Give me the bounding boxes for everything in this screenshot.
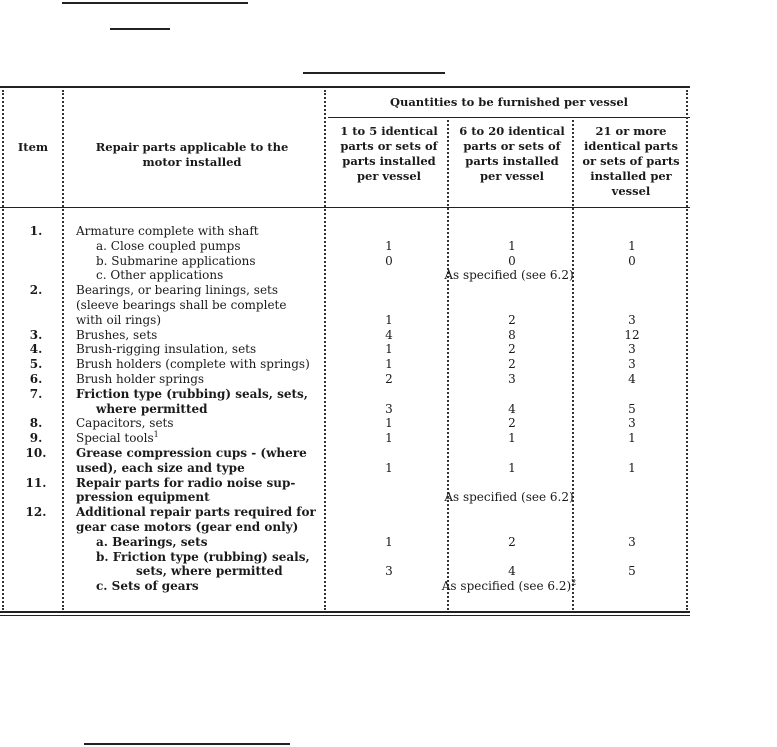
part-description-text: Friction type (rubbing) seals, sets, <box>76 386 308 401</box>
part-description-text: gear case motors (gear end only) <box>76 520 299 534</box>
part-description <box>136 564 283 579</box>
repair-parts-table <box>0 86 690 616</box>
table-row <box>0 550 690 565</box>
table-top-rule <box>0 86 690 88</box>
as-specified-text: As specified (see 6.2) <box>444 268 574 283</box>
table-row <box>0 239 690 254</box>
quantities-underline <box>328 117 690 118</box>
as-specified-text: As specified (see 6.2) <box>441 579 572 594</box>
table-row <box>0 283 690 298</box>
table-row <box>0 342 690 357</box>
part-description-text: used), each size and type <box>76 460 245 475</box>
as-specified-note <box>328 268 690 283</box>
qty-1-to-5: 4 <box>385 327 393 342</box>
part-description <box>76 283 278 298</box>
part-description-text: Brush holder springs <box>76 372 205 386</box>
qty-6-to-20: 0 <box>508 253 516 268</box>
item-number: 8. <box>29 416 43 431</box>
part-description-text: Bearings, or bearing linings, sets <box>76 283 279 298</box>
qty-1-to-5: 3 <box>385 401 393 416</box>
part-description <box>76 446 307 461</box>
table-row <box>0 446 690 461</box>
part-description <box>96 268 223 283</box>
part-description <box>76 416 174 431</box>
part-description <box>76 505 316 520</box>
table-row <box>0 268 690 283</box>
qty-21-or-more: 5 <box>628 564 636 579</box>
table-row <box>0 387 690 402</box>
part-description <box>76 431 159 446</box>
table-bottom-rule <box>0 611 690 613</box>
part-description <box>96 579 199 594</box>
item-number: 11. <box>25 475 47 490</box>
part-description <box>96 402 208 417</box>
part-description <box>76 387 308 402</box>
part-description-text: c. Sets of gears <box>96 579 199 594</box>
qty-1-to-5: 1 <box>385 460 393 475</box>
part-description <box>96 535 207 550</box>
footnote-marker: 2 <box>571 578 577 588</box>
qty-6-to-20: 1 <box>508 460 516 475</box>
qty-6-to-20: 1 <box>508 238 516 253</box>
part-description <box>76 224 259 239</box>
qty-6-to-20: 8 <box>508 327 516 342</box>
footnote-marker: 1 <box>153 430 159 440</box>
qty-1-to-5: 1 <box>385 357 393 372</box>
header-quantities: Quantities to be furnished per vessel <box>389 95 629 109</box>
part-description <box>96 550 310 565</box>
part-description <box>76 372 204 387</box>
table-row <box>0 490 690 505</box>
item-number: 5. <box>29 357 43 372</box>
qty-21-or-more: 5 <box>628 401 636 416</box>
part-description-text: b. Submarine applications <box>96 253 256 268</box>
qty-21-or-more: 3 <box>628 357 636 372</box>
qty-1-to-5: 1 <box>385 342 393 357</box>
part-description <box>76 342 256 357</box>
part-description <box>76 520 298 535</box>
qty-21-or-more: 1 <box>628 431 636 446</box>
qty-21-or-more: 4 <box>628 372 636 386</box>
qty-21-or-more: 0 <box>628 253 636 268</box>
qty-6-to-20: 2 <box>508 416 516 431</box>
part-description-text: Brush holders (complete with springs) <box>76 357 310 372</box>
part-description <box>76 490 210 505</box>
qty-21-or-more: 1 <box>628 460 636 475</box>
qty-21-or-more: 1 <box>628 238 636 253</box>
part-description <box>76 461 245 476</box>
header-item: Item <box>17 140 49 154</box>
item-number: 7. <box>29 386 43 401</box>
part-description-text: Special tools <box>76 431 154 446</box>
qty-6-to-20: 2 <box>508 342 516 357</box>
part-description-text: Grease compression cups - (where <box>76 446 307 460</box>
part-description <box>76 298 286 313</box>
part-description-text: Additional repair parts required for <box>76 505 316 520</box>
as-specified-note <box>328 579 690 594</box>
part-description <box>96 239 241 254</box>
qty-1-to-5: 1 <box>385 431 393 446</box>
table-row <box>0 402 690 417</box>
qty-21-or-more: 3 <box>628 312 636 327</box>
part-description-text: sets, where permitted <box>136 564 283 579</box>
header-repair-parts: Repair parts applicable to the motor installed <box>95 140 289 169</box>
part-description-text: where permitted <box>96 401 208 416</box>
part-description-text: a. Close coupled pumps <box>96 238 241 253</box>
redacted-line-1 <box>62 2 248 4</box>
table-row <box>0 461 690 476</box>
table-row <box>0 431 690 446</box>
qty-6-to-20: 2 <box>508 357 516 372</box>
qty-21-or-more: 3 <box>628 534 636 549</box>
qty-1-to-5: 2 <box>385 372 393 386</box>
qty-6-to-20: 2 <box>508 534 516 549</box>
qty-6-to-20: 3 <box>508 372 516 386</box>
table-row <box>0 224 690 239</box>
table-row <box>0 254 690 269</box>
qty-1-to-5: 0 <box>385 253 393 268</box>
header-col-21-more: 21 or more identical parts or sets of parts installed per vessel <box>582 124 680 198</box>
part-description-text: pression equipment <box>76 490 210 505</box>
item-number: 1. <box>29 224 43 238</box>
table-row <box>0 357 690 372</box>
part-description <box>76 476 295 491</box>
item-number: 2. <box>29 283 43 298</box>
part-description <box>76 328 157 343</box>
table-row <box>0 564 690 579</box>
qty-6-to-20: 4 <box>508 564 516 579</box>
table-row <box>0 313 690 328</box>
part-description-text: with oil rings) <box>76 312 162 327</box>
qty-6-to-20: 2 <box>508 312 516 327</box>
qty-1-to-5: 1 <box>385 312 393 327</box>
as-specified-text: As specified (see 6.2) <box>444 490 574 505</box>
header-col-6-to-20: 6 to 20 identical parts or sets of parts installed per vessel <box>459 124 565 183</box>
part-description <box>96 254 256 269</box>
redacted-line-2 <box>110 28 170 30</box>
qty-21-or-more: 3 <box>628 416 636 431</box>
part-description-text: Capacitors, sets <box>76 416 174 431</box>
qty-21-or-more: 12 <box>624 327 640 342</box>
qty-21-or-more: 3 <box>628 342 636 357</box>
part-description-text: b. Friction type (rubbing) seals, <box>96 549 310 564</box>
item-number: 3. <box>29 327 43 342</box>
part-description-text: Repair parts for radio noise sup- <box>76 475 296 490</box>
qty-1-to-5: 1 <box>385 416 393 431</box>
part-description-text: c. Other applications <box>96 268 224 283</box>
part-description-text: Brush-rigging insulation, sets <box>76 342 257 357</box>
qty-6-to-20: 4 <box>508 401 516 416</box>
header-col-1-to-5: 1 to 5 identical parts or sets of parts installed per vessel <box>340 124 438 183</box>
item-number: 12. <box>25 505 47 520</box>
table-row <box>0 328 690 343</box>
table-row <box>0 505 690 520</box>
table-row <box>0 579 690 594</box>
qty-1-to-5: 3 <box>385 564 393 579</box>
qty-1-to-5: 1 <box>385 534 393 549</box>
table-row <box>0 372 690 387</box>
part-description-text: a. Bearings, sets <box>96 534 208 549</box>
as-specified-note <box>328 490 690 505</box>
part-description <box>76 357 310 372</box>
header-bottom-rule <box>0 207 690 208</box>
part-description-text: Armature complete with shaft <box>76 224 259 238</box>
item-number: 10. <box>25 446 47 460</box>
table-row <box>0 416 690 431</box>
item-number: 4. <box>29 342 43 357</box>
table-row <box>0 298 690 313</box>
part-description <box>76 313 161 328</box>
item-number: 6. <box>29 372 43 386</box>
table-row <box>0 535 690 550</box>
part-description-text: (sleeve bearings shall be complete <box>76 298 287 312</box>
table-bottom-rule-2 <box>0 615 690 616</box>
part-description-text: Brushes, sets <box>76 327 158 342</box>
table-row <box>0 520 690 535</box>
qty-1-to-5: 1 <box>385 238 393 253</box>
redacted-footnote-line <box>84 743 290 745</box>
redacted-table-title <box>303 72 445 74</box>
item-number: 9. <box>29 431 43 446</box>
table-row <box>0 476 690 491</box>
qty-6-to-20: 1 <box>508 431 516 446</box>
